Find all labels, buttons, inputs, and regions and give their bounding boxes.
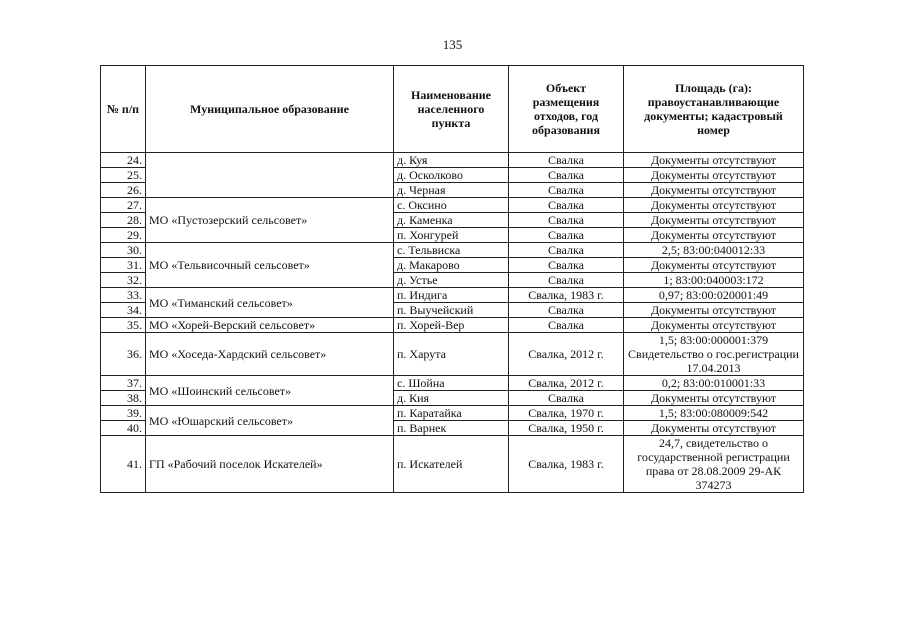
area-cell: 0,2; 83:00:010001:33 xyxy=(624,376,804,391)
row-number: 38. xyxy=(101,391,146,406)
row-number: 24. xyxy=(101,153,146,168)
municipality-cell: МО «Шоинский сельсовет» xyxy=(146,376,394,406)
table-row xyxy=(101,243,804,258)
locality-cell: д. Черная xyxy=(394,183,509,198)
row-number: 40. xyxy=(101,421,146,436)
locality-cell: д. Каменка xyxy=(394,213,509,228)
row-number: 31. xyxy=(101,258,146,273)
object-cell: Свалка xyxy=(509,198,624,213)
table-row xyxy=(101,406,804,421)
area-cell: 1,5; 83:00:000001:379 Свидетельство о гос.регистрации 17.04.2013 xyxy=(624,333,804,376)
header-num: № п/п xyxy=(101,66,146,153)
object-cell: Свалка, 1983 г. xyxy=(509,288,624,303)
locality-cell: п. Выучейский xyxy=(394,303,509,318)
municipality-cell xyxy=(146,153,394,198)
row-number: 29. xyxy=(101,228,146,243)
row-number: 39. xyxy=(101,406,146,421)
area-cell: Документы отсутствуют xyxy=(624,153,804,168)
area-cell: Документы отсутствуют xyxy=(624,213,804,228)
locality-cell: п. Искателей xyxy=(394,436,509,493)
municipality-cell: МО «Пустозерский сельсовет» xyxy=(146,198,394,243)
municipality-cell: МО «Хорей-Верский сельсовет» xyxy=(146,318,394,333)
area-cell: 1,5; 83:00:080009:542 xyxy=(624,406,804,421)
locality-cell: д. Куя xyxy=(394,153,509,168)
object-cell: Свалка, 1950 г. xyxy=(509,421,624,436)
row-number: 35. xyxy=(101,318,146,333)
locality-cell: д. Устье xyxy=(394,273,509,288)
locality-cell: п. Каратайка xyxy=(394,406,509,421)
municipality-cell: МО «Юшарский сельсовет» xyxy=(146,406,394,436)
table-row xyxy=(101,376,804,391)
area-cell: Документы отсутствуют xyxy=(624,183,804,198)
row-number: 33. xyxy=(101,288,146,303)
locality-cell: п. Харута xyxy=(394,333,509,376)
row-number: 27. xyxy=(101,198,146,213)
area-cell: 24,7, свидетельство о государственной регистрации права от 28.08.2009 29-АК 374273 xyxy=(624,436,804,493)
locality-cell: д. Макарово xyxy=(394,258,509,273)
locality-cell: п. Хонгурей xyxy=(394,228,509,243)
row-number: 41. xyxy=(101,436,146,493)
row-number: 28. xyxy=(101,213,146,228)
object-cell: Свалка xyxy=(509,183,624,198)
locality-cell: с. Шойна xyxy=(394,376,509,391)
object-cell: Свалка, 1983 г. xyxy=(509,436,624,493)
table-row xyxy=(101,333,804,376)
object-cell: Свалка xyxy=(509,391,624,406)
table-row xyxy=(101,288,804,303)
table-row xyxy=(101,436,804,493)
locality-cell: с. Тельвиска xyxy=(394,243,509,258)
row-number: 36. xyxy=(101,333,146,376)
object-cell: Свалка, 2012 г. xyxy=(509,333,624,376)
waste-sites-table xyxy=(100,65,804,493)
area-cell: Документы отсутствуют xyxy=(624,303,804,318)
area-cell: Документы отсутствуют xyxy=(624,168,804,183)
area-cell: Документы отсутствуют xyxy=(624,318,804,333)
table-row xyxy=(101,318,804,333)
area-cell: 0,97; 83:00:020001:49 xyxy=(624,288,804,303)
area-cell: 1; 83:00:040003:172 xyxy=(624,273,804,288)
locality-cell: п. Варнек xyxy=(394,421,509,436)
locality-cell: с. Оксино xyxy=(394,198,509,213)
locality-cell: п. Хорей-Вер xyxy=(394,318,509,333)
object-cell: Свалка xyxy=(509,273,624,288)
row-number: 30. xyxy=(101,243,146,258)
table-row xyxy=(101,153,804,168)
object-cell: Свалка xyxy=(509,318,624,333)
header-area: Площадь (га): правоустанавливающие документы; кадастровый номер xyxy=(624,66,804,153)
municipality-cell: МО «Тиманский сельсовет» xyxy=(146,288,394,318)
area-cell: Документы отсутствуют xyxy=(624,228,804,243)
table-row xyxy=(101,198,804,213)
row-number: 32. xyxy=(101,273,146,288)
area-cell: Документы отсутствуют xyxy=(624,391,804,406)
row-number: 25. xyxy=(101,168,146,183)
object-cell: Свалка xyxy=(509,228,624,243)
object-cell: Свалка, 1970 г. xyxy=(509,406,624,421)
object-cell: Свалка xyxy=(509,213,624,228)
area-cell: Документы отсутствуют xyxy=(624,258,804,273)
area-cell: 2,5; 83:00:040012:33 xyxy=(624,243,804,258)
header-row xyxy=(101,66,804,153)
page-number: 135 xyxy=(442,37,463,52)
header-object: Объект размещения отходов, год образования xyxy=(509,66,624,153)
object-cell: Свалка, 2012 г. xyxy=(509,376,624,391)
row-number: 26. xyxy=(101,183,146,198)
object-cell: Свалка xyxy=(509,303,624,318)
header-locality: Наименование населенного пункта xyxy=(394,66,509,153)
municipality-cell: МО «Тельвисочный сельсовет» xyxy=(146,243,394,288)
header-municipality: Муниципальное образование xyxy=(146,66,394,153)
locality-cell: п. Индига xyxy=(394,288,509,303)
object-cell: Свалка xyxy=(509,153,624,168)
row-number: 37. xyxy=(101,376,146,391)
municipality-cell: МО «Хоседа-Хардский сельсовет» xyxy=(146,333,394,376)
area-cell: Документы отсутствуют xyxy=(624,198,804,213)
area-cell: Документы отсутствуют xyxy=(624,421,804,436)
row-number: 34. xyxy=(101,303,146,318)
object-cell: Свалка xyxy=(509,258,624,273)
object-cell: Свалка xyxy=(509,168,624,183)
locality-cell: д. Осколково xyxy=(394,168,509,183)
municipality-cell: ГП «Рабочий поселок Искателей» xyxy=(146,436,394,493)
locality-cell: д. Кия xyxy=(394,391,509,406)
object-cell: Свалка xyxy=(509,243,624,258)
